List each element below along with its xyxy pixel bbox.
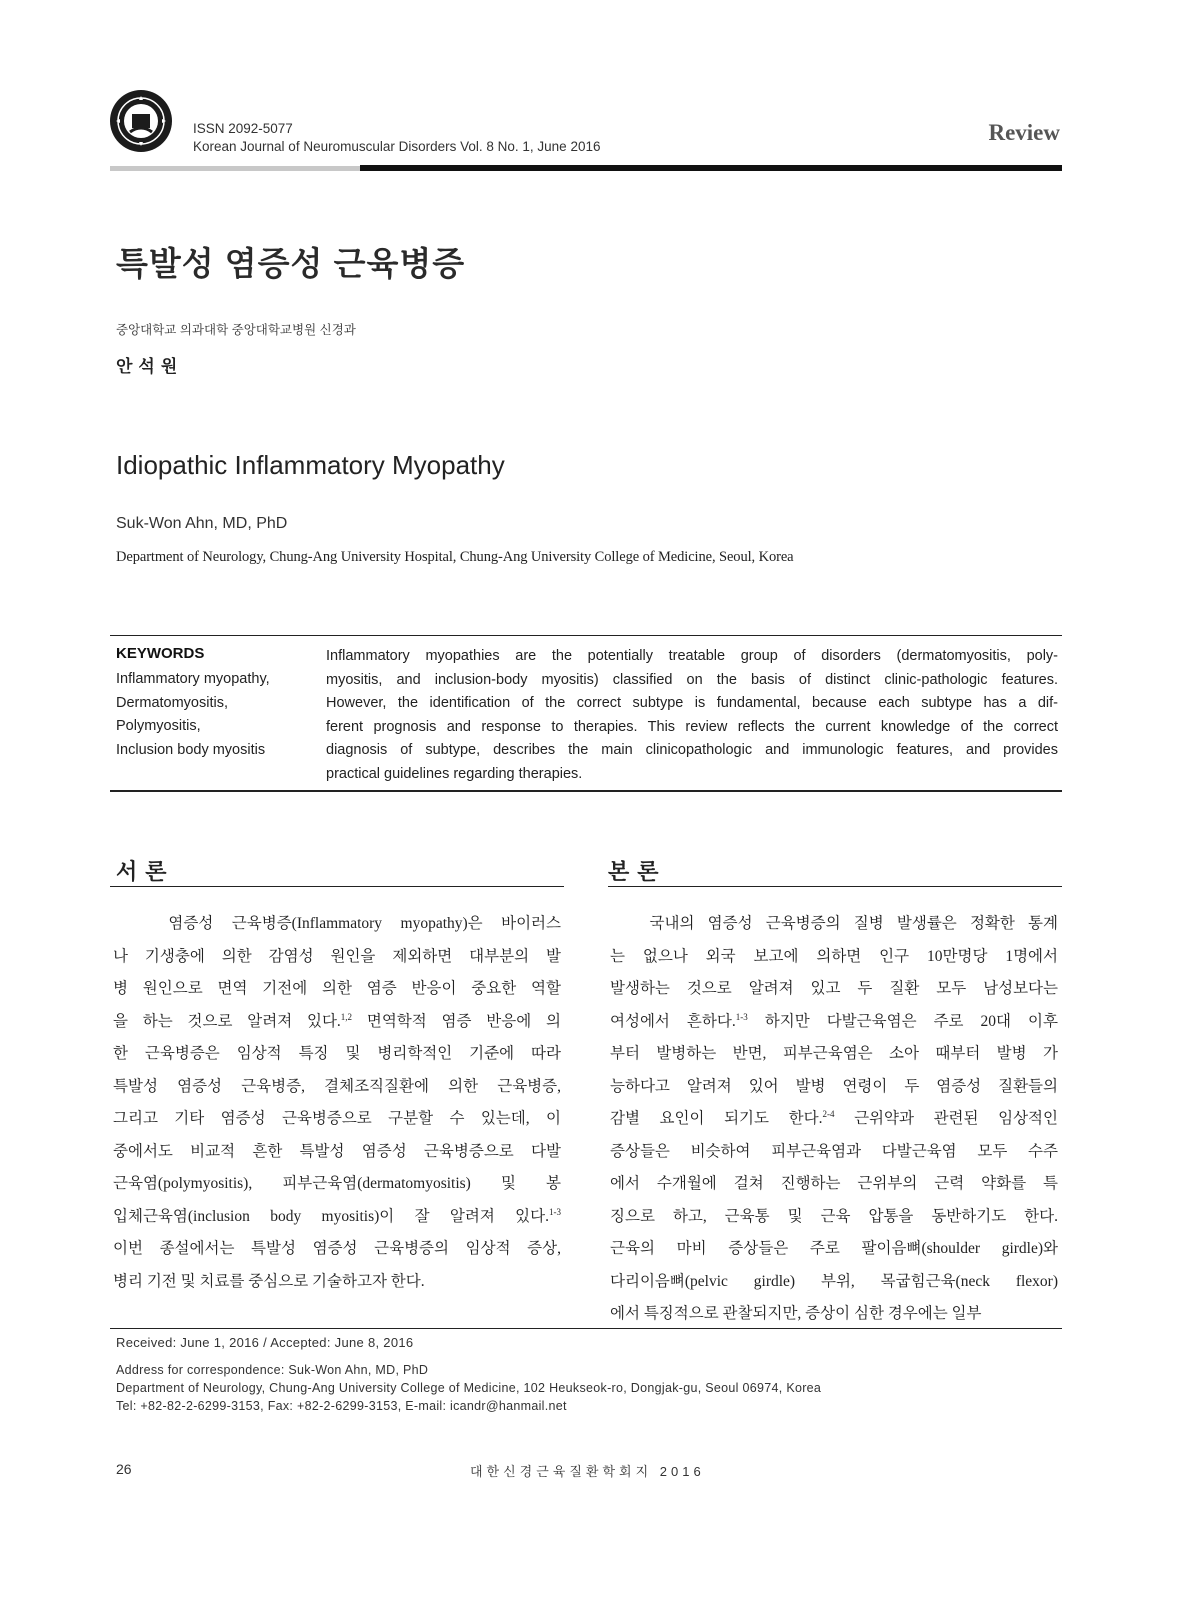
body-line: [610, 941, 1058, 974]
body-text: 증상들은 비슷하여 피부근육염과 다발근육염 모두 수주: [610, 1142, 1058, 1160]
correspondence-label: Address for correspondence: Suk-Won Ahn, MD, PhD: [116, 1363, 429, 1377]
body-line: [610, 1006, 1058, 1039]
body-text: 면역학적 염증 반응에 의: [352, 1012, 561, 1030]
keyword: Inclusion body myositis: [116, 741, 266, 758]
body-line: [113, 908, 561, 941]
keywords-heading: KEYWORDS: [116, 645, 205, 662]
body-line: [113, 1071, 561, 1104]
body-text: 근육염(polymyositis), 피부근육염(dermatomyositis) 및 봉: [113, 1175, 561, 1192]
author-korean: 안석원: [116, 357, 184, 376]
body-text: 다리이음뼈(pelvic girdle) 부위, 목굽힘근육(neck flexor): [610, 1272, 1058, 1290]
body-text: 을 하는 것으로 알려져 있다.: [113, 1012, 341, 1030]
body-line: [610, 973, 1058, 1006]
citation-superscript: 2-4: [822, 1108, 835, 1119]
body-text: 징으로 하고, 근육통 및 근육 압통을 동반하기도 한다.: [610, 1207, 1058, 1225]
abstract-line: ferent prognosis and response to therapies. This review reflects the current knowledge of the correct: [326, 718, 1058, 735]
body-text: 능하다고 알려져 있어 발병 연령이 두 염증성 질환들의: [610, 1077, 1058, 1095]
abstract-line: Inflammatory myopathies are the potentially treatable group of disorders (dermatomyositis, poly-: [326, 648, 1058, 664]
body-text: 하지만 다발근육염은 주로 20대 이후: [747, 1012, 1058, 1030]
affiliation-korean: 중앙대학교 의과대학 중앙대학교병원 신경과: [116, 323, 356, 337]
body-line: [610, 1071, 1058, 1104]
department-english: Department of Neurology, Chung-Ang University Hospital, Chung-Ang University College of Medicine, Seoul, Korea: [116, 549, 794, 565]
body-text: 중에서도 비교적 흔한 특발성 염증성 근육병증으로 다발: [113, 1142, 561, 1160]
abstract-line: diagnosis of subtype, describes the main clinicopathologic and immunologic features, and provides: [326, 742, 1058, 758]
body-text: 는 없으나 외국 보고에 의하면 인구 10만명당 1명에서: [610, 947, 1058, 965]
body-text: 이번 종설에서는 특발성 염증성 근육병증의 임상적 증상,: [113, 1240, 561, 1257]
body-text: 감별 요인이 되기도 한다.: [610, 1110, 823, 1127]
body-text: 에서 수개월에 걸쳐 진행하는 근위부의 근력 약화를 특: [610, 1175, 1058, 1192]
keywords-list: [116, 668, 270, 762]
keyword: Inflammatory myopathy,: [116, 671, 270, 687]
running-title: 대한신경근육질환학회지 2016: [470, 1464, 705, 1479]
author-english: Suk-Won Ahn, MD, PhD: [116, 515, 288, 532]
abstract-rule-top: [110, 635, 1062, 636]
header-rule-dark: [360, 165, 1062, 171]
issn: ISSN 2092-5077: [193, 121, 293, 136]
body-text: 한 근육병증은 임상적 특징 및 병리학적인 기준에 따라: [113, 1045, 561, 1062]
body-text: 부터 발병하는 반면, 피부근육염은 소아 때부터 발병 가: [610, 1045, 1058, 1062]
body-text: 병 원인으로 면역 기전에 의한 염증 반응이 중요한 역할: [113, 980, 561, 997]
title-english: Idiopathic Inflammatory Myopathy: [116, 450, 505, 480]
body-text: 염증성 근육병증(Inflammatory myopathy)은 바이러스: [113, 915, 561, 932]
body-line: [113, 1266, 561, 1299]
body-line: [610, 1103, 1058, 1136]
intro-heading: 서론: [116, 859, 175, 884]
body-line: [610, 1233, 1058, 1266]
footer-rule: [110, 1328, 1062, 1329]
abstract-rule-bottom: [110, 790, 1062, 792]
main-heading-rule: [608, 886, 1062, 887]
main-heading: 본론: [608, 859, 667, 884]
citation-superscript: 1-3: [735, 1011, 748, 1022]
body-line: [113, 1168, 561, 1201]
body-line: [610, 1168, 1058, 1201]
body-text: 국내의 염증성 근육병증의 질병 발생률은 정확한 통계: [610, 915, 1058, 932]
body-text: 여성에서 흔하다.: [610, 1012, 736, 1030]
page-number: 26: [116, 1461, 132, 1477]
body-line: [113, 1136, 561, 1169]
body-line: [610, 1266, 1058, 1299]
body-line: [113, 1038, 561, 1071]
keyword: Polymyositis,: [116, 718, 201, 734]
journal-citation: Korean Journal of Neuromuscular Disorders Vol. 8 No. 1, June 2016: [193, 139, 601, 154]
received-dates: Received: June 1, 2016 / Accepted: June 8, 2016: [116, 1335, 414, 1350]
citation-superscript: 1,2: [340, 1011, 353, 1022]
body-line: [610, 1136, 1058, 1169]
intro-body: [113, 908, 561, 1298]
title-korean: 특발성 염증성 근육병증: [116, 245, 466, 282]
citation-superscript: 1-3: [549, 1206, 561, 1217]
abstract-line: myositis, and inclusion-body myositis) classified on the basis of distinct clinic-pathologic features.: [326, 671, 1058, 688]
keyword: Dermatomyositis,: [116, 694, 228, 711]
body-text: 에서 특징적으로 관찰되지만, 증상이 심한 경우에는 일부: [610, 1305, 982, 1322]
body-line: [113, 941, 561, 974]
body-text: 입체근육염(inclusion body myositis)이 잘 알려져 있다.: [113, 1207, 549, 1225]
body-line: [610, 1298, 1058, 1331]
body-line: [610, 1038, 1058, 1071]
correspondence-address: Department of Neurology, Chung-Ang University College of Medicine, 102 Heukseok-ro, Dongjak-gu, Seoul 06974, Korea: [116, 1381, 822, 1395]
main-body: [610, 908, 1058, 1331]
intro-heading-rule: [110, 886, 564, 887]
correspondence-contact: Tel: +82-82-2-6299-3153, Fax: +82-2-6299-3153, E-mail: icandr@hanmail.net: [116, 1399, 567, 1413]
abstract-line: practical guidelines regarding therapies.: [326, 765, 583, 782]
body-text: 나 기생충에 의한 감염성 원인을 제외하면 대부분의 발: [113, 947, 561, 965]
body-text: 발생하는 것으로 알려져 있고 두 질환 모두 남성보다는: [610, 980, 1058, 997]
header-rule-light: [110, 166, 360, 171]
body-line: [113, 973, 561, 1006]
abstract-line: However, the identification of the correct subtype is fundamental, because each subtype has a dif-: [326, 695, 1058, 711]
article-type: Review: [988, 120, 1060, 145]
body-line: [610, 908, 1058, 941]
body-text: 병리 기전 및 치료를 중심으로 기술하고자 한다.: [113, 1272, 425, 1290]
body-line: [113, 1006, 561, 1039]
body-text: 근육의 마비 증상들은 주로 팔이음뼈(shoulder girdle)와: [610, 1240, 1058, 1257]
abstract: [326, 645, 1058, 786]
body-line: [113, 1233, 561, 1266]
body-text: 근위약과 관련된 임상적인: [834, 1110, 1058, 1127]
body-line: [113, 1103, 561, 1136]
society-logo: [110, 90, 172, 152]
body-line: [610, 1201, 1058, 1234]
body-text: 특발성 염증성 근육병증, 결체조직질환에 의한 근육병증,: [113, 1077, 561, 1095]
body-line: [113, 1201, 561, 1234]
body-text: 그리고 기타 염증성 근육병증으로 구분할 수 있는데, 이: [113, 1110, 561, 1127]
